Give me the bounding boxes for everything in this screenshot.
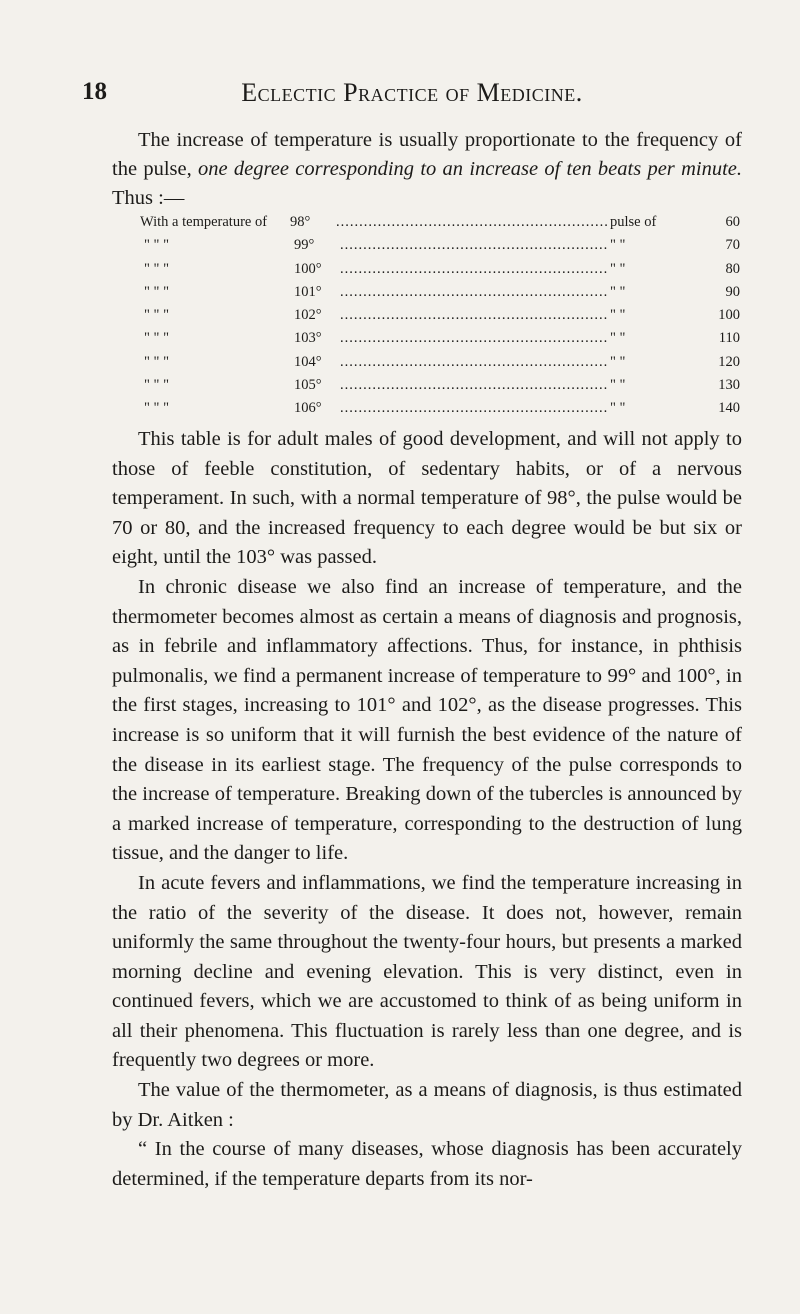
page-header: [82, 78, 742, 112]
row-pulse-label: " ": [610, 283, 626, 300]
paragraph-acute-fevers: In acute fevers and inflammations, we find the temperature increasing in the ratio of the severity of the disease. It does not, however, remain uniformly the same throughout the twenty-four hours, but presents a marked morning decline and evening elevation. This is very distinct, even in continued fevers, which we are accustomed to think of as being uniform in all their phenomena. This fluctuation is rarely less than one degree, and is frequently two degrees or more.: [112, 871, 742, 1072]
paragraph-thermometer-value: The value of the thermometer, as a means of diagnosis, is thus estimated by Dr. Aitken :: [112, 1079, 742, 1131]
row-temperature: 99°: [294, 237, 315, 254]
row-temperature: 98°: [290, 214, 311, 230]
row-pulse-value: 70: [725, 237, 740, 254]
paragraph-chronic-disease: In chronic disease we also find an increase of temperature, and the thermometer becomes almost as certain a means of diagnosis and prognosis, as in febrile and inflammatory affections. Thus, for instance, in phthisis pulmonalis, we find a permanent increase of temperature to 99° and 100°, in the first stages, increasing to 101° and 102°, as the disease progresses. This increase is so uniform that it will furnish the best evidence of the nature of the disease in its earliest stage. The frequency of the pulse corresponds to the increase of temperature. Breaking down of the tubercles is announced by a marked increase of temperature, corresponding to the destruction of lung tissue, and the danger to life.: [112, 575, 742, 865]
row-pulse-value: 80: [725, 260, 740, 277]
row-temperature: 105°: [294, 377, 322, 394]
intro-tail: Thus :—: [112, 187, 185, 209]
row-temperature: 101°: [294, 283, 322, 300]
intro-lead: The increase of temperature is usually proportionate to the frequency of the pulse,: [112, 129, 742, 180]
body-text: [112, 425, 742, 1194]
row-pulse-label: " ": [610, 400, 626, 417]
intro-paragraph: [112, 126, 742, 213]
table-row: [140, 304, 740, 327]
row-label: " " ": [144, 353, 170, 370]
table-row: [140, 281, 740, 304]
paragraph-aitken-quote: “ In the course of many diseases, whose diagnosis has been accurately determined, if the temperature departs from its nor-: [112, 1138, 742, 1190]
row-leader-dots: [340, 374, 608, 397]
row-leader-dots: [340, 234, 608, 257]
row-label: " " ": [144, 260, 170, 277]
row-pulse-label: " ": [610, 237, 626, 254]
row-pulse-label: pulse of: [610, 214, 657, 230]
row-pulse-value: 120: [718, 353, 740, 370]
row-pulse-label: " ": [610, 307, 626, 324]
row-temperature: 103°: [294, 330, 322, 347]
row-pulse-value: 90: [725, 283, 740, 300]
row-leader-dots: [340, 258, 608, 281]
row-label: " " ": [144, 330, 170, 347]
table-row: [140, 397, 740, 420]
row-temperature: 102°: [294, 307, 322, 324]
row-leader-dots: [340, 351, 608, 374]
row-label: " " ": [144, 237, 170, 254]
table-row: [140, 374, 740, 397]
row-pulse-value: 60: [725, 214, 740, 230]
intro-emphasis: one degree corresponding to an increase of ten beats per minute.: [198, 158, 742, 180]
row-label: " " ": [144, 400, 170, 417]
page-number: 18: [82, 78, 107, 105]
row-temperature: 106°: [294, 400, 322, 417]
row-leader-dots: [336, 211, 608, 234]
row-label: " " ": [144, 283, 170, 300]
row-temperature: 104°: [294, 353, 322, 370]
row-pulse-label: " ": [610, 353, 626, 370]
row-pulse-label: " ": [610, 377, 626, 394]
row-label: With a temperature of: [140, 214, 268, 230]
table-row: [140, 234, 740, 257]
row-pulse-value: 130: [718, 377, 740, 394]
row-pulse-label: " ": [610, 260, 626, 277]
row-leader-dots: [340, 304, 608, 327]
row-leader-dots: [340, 327, 608, 350]
paragraph-table-note: This table is for adult males of good development, and will not apply to those of feeble constitution, of sedentary habits, or of a nervous temperament. In such, with a normal temperature of 98°, the pulse would be 70 or 80, and the increased frequency to each degree would be but six or eight, until the 103° was passed.: [112, 428, 742, 569]
row-label: " " ": [144, 307, 170, 324]
table-row: [140, 211, 740, 234]
running-title: Eclectic Practice of Medicine.: [241, 78, 583, 107]
row-leader-dots: [340, 397, 608, 420]
table-row: [140, 258, 740, 281]
row-leader-dots: [340, 281, 608, 304]
row-pulse-value: 110: [718, 330, 740, 347]
table-row: [140, 351, 740, 374]
table-row: [140, 327, 740, 350]
row-temperature: 100°: [294, 260, 322, 277]
row-pulse-label: " ": [610, 330, 626, 347]
row-label: " " ": [144, 377, 170, 394]
row-pulse-value: 100: [718, 307, 740, 324]
temperature-pulse-table: [140, 211, 740, 421]
row-pulse-value: 140: [718, 400, 740, 417]
